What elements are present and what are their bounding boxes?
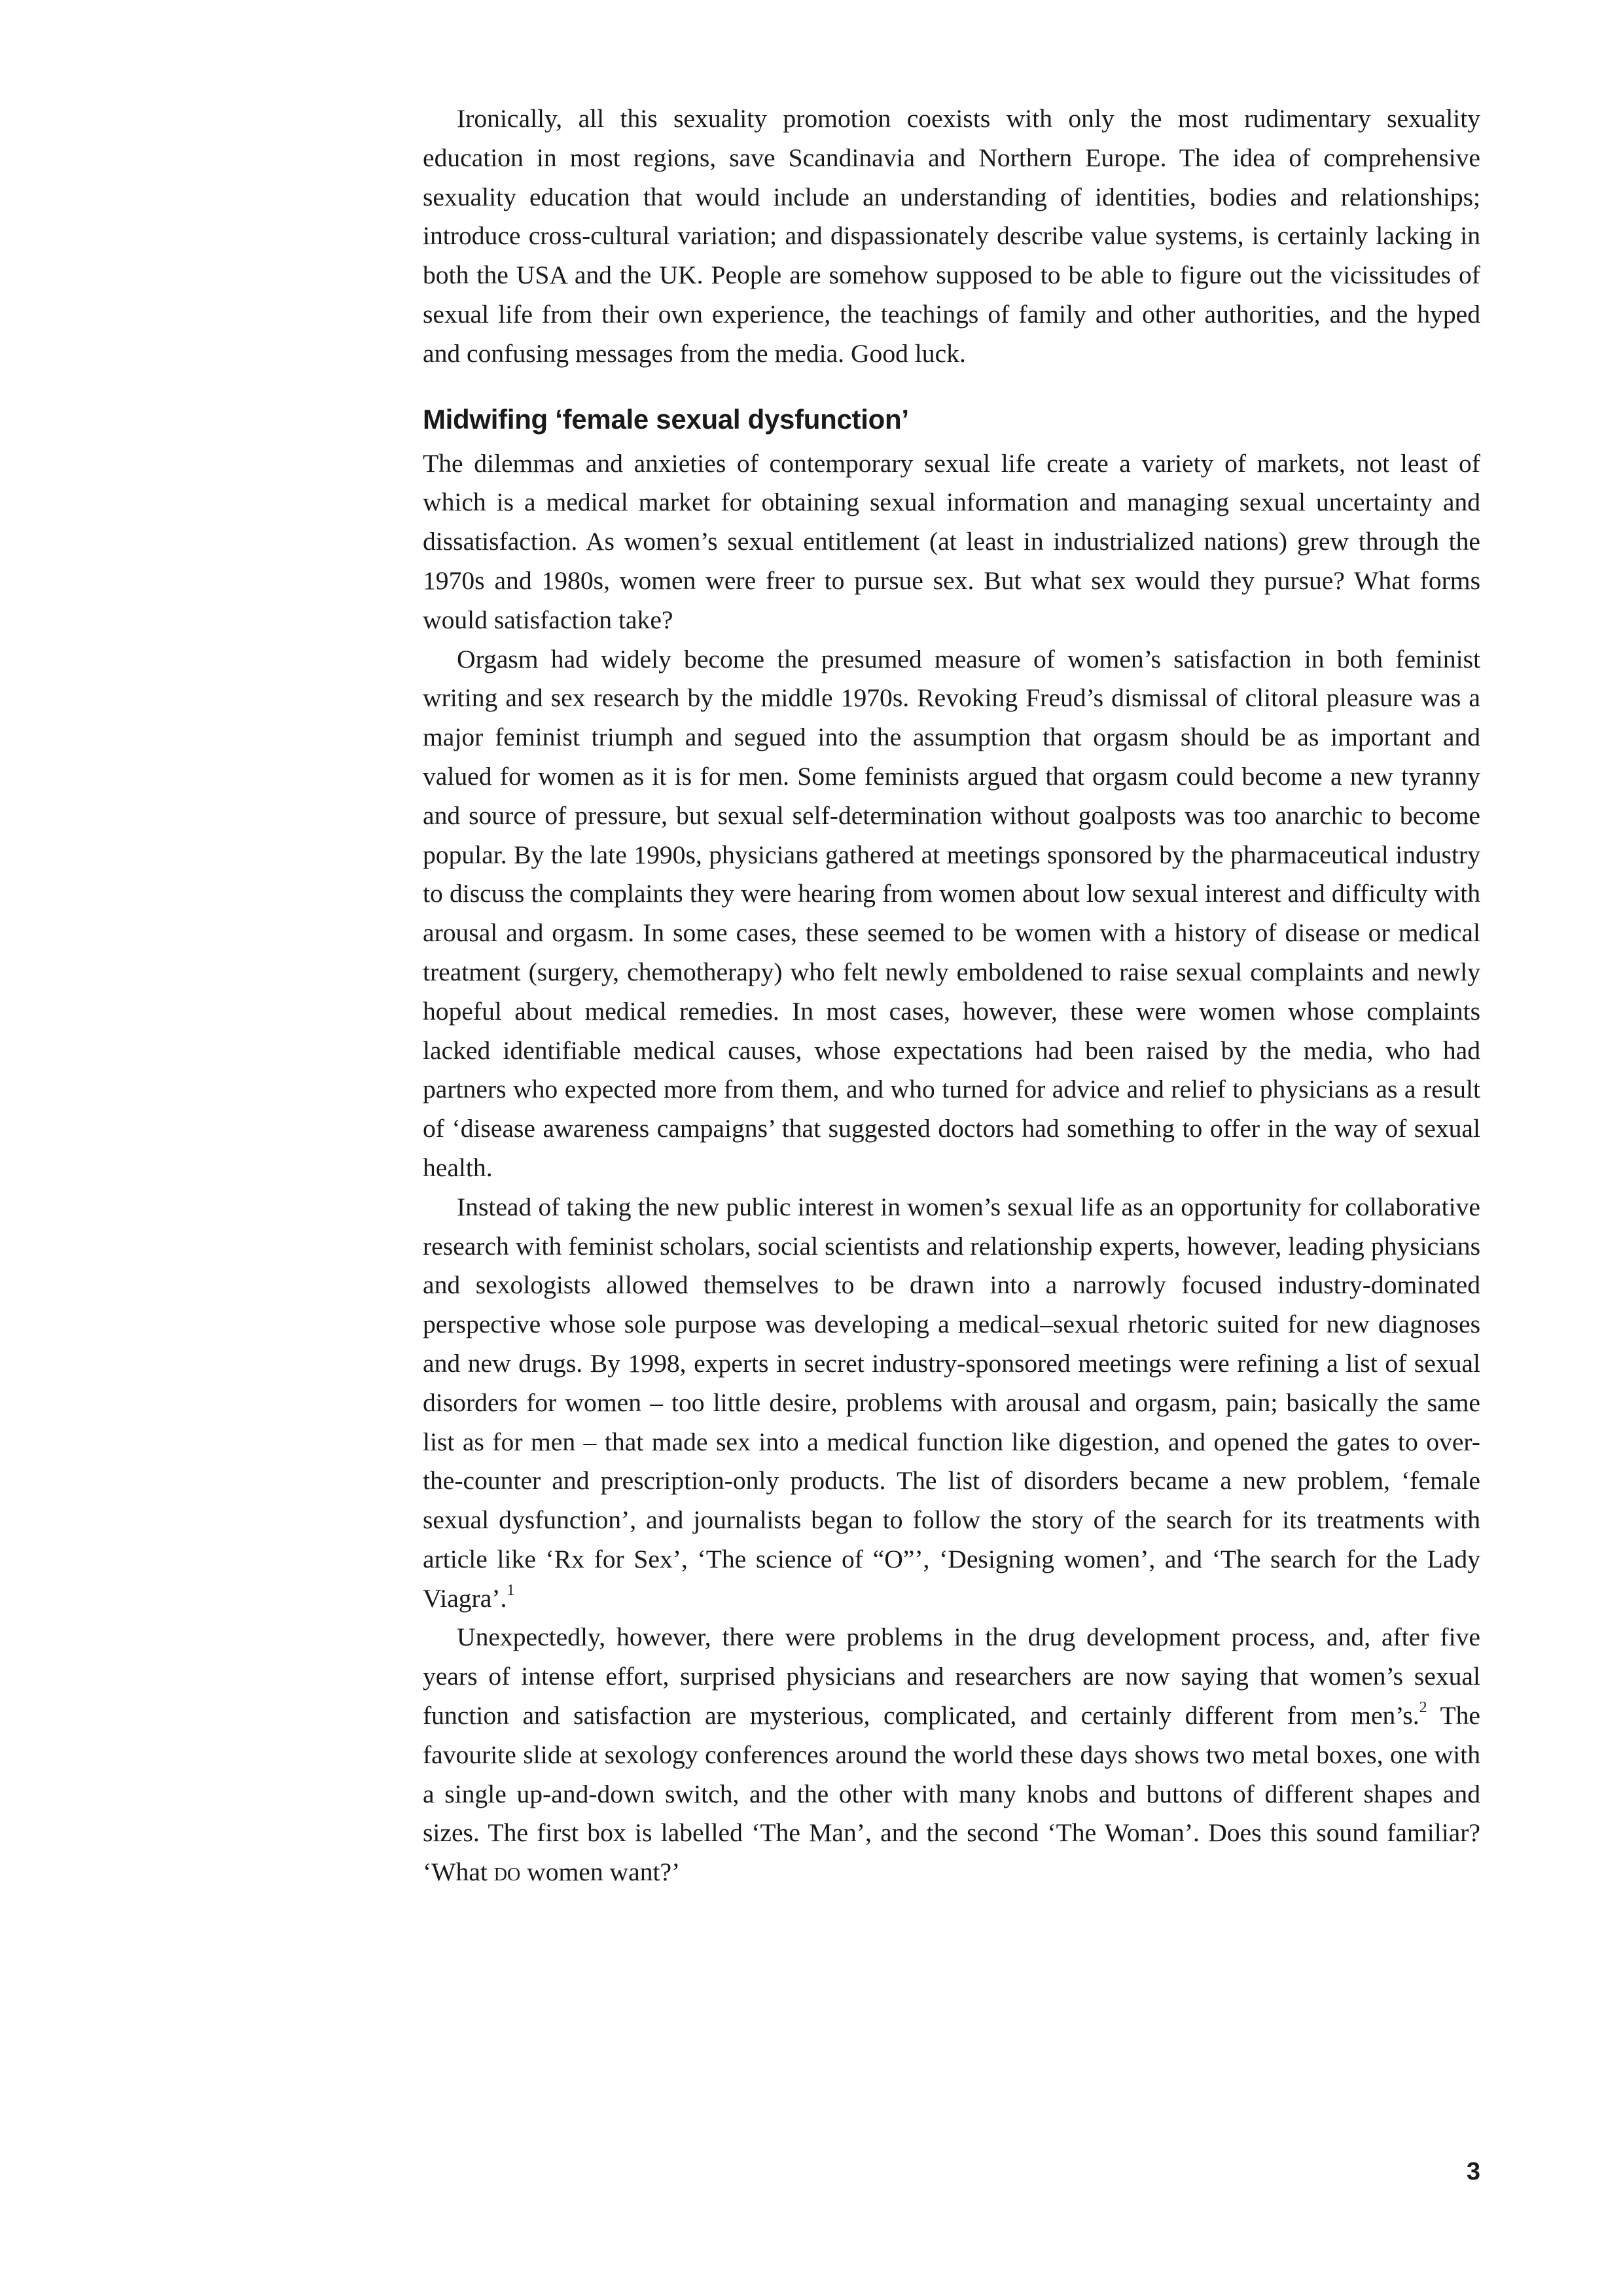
section-paragraph-4-emphasis: do (493, 1857, 521, 1887)
footnote-ref-2: 2 (1419, 1699, 1427, 1717)
section-paragraph-4 (423, 1618, 1480, 1892)
section-paragraph-1: The dilemmas and anxieties of contemporary sexual life create a variety of markets, not least of which is a medical market for obtaining sexual information and managing sexual uncertainty and dissatisfaction. As women’s sexual entitlement (at least in industrialized nations) grew through the 1970s and 1980s, women were freer to pursue sex. But what sex would they pursue? What forms would satisfaction take? (423, 448, 1480, 634)
section-paragraph-4-text-c: women want?’ (520, 1857, 681, 1887)
page-body (423, 99, 1480, 1892)
section-heading: Midwifing ‘female sexual dysfunction’ (423, 403, 909, 435)
footnote-ref-1: 1 (507, 1581, 515, 1599)
page-number: 3 (1466, 2158, 1480, 2185)
section-paragraph-3 (423, 1188, 1480, 1619)
section-paragraph-4-text-b: The favourite slide at sexology conferences around the world these days shows two metal boxes, one with a single up-and-down switch, and the other with many knobs and buttons of different shapes and sizes. The first box is labelled ‘The Man’, and the second ‘The Woman’. Does this sound familiar? ‘What (423, 1701, 1480, 1887)
section-paragraph-3-text: Instead of taking the new public interest in women’s sexual life as an opportunity for collaborative research with feminist scholars, social scientists and relationship experts, however, leading physicians and sexologists allowed themselves to be drawn into a narrowly focused industry-dominated perspective whose sole purpose was developing a medical–sexual rhetoric suited for new diagnoses and new drugs. By 1998, experts in secret industry-sponsored meetings were refining a list of sexual disorders for women – too little desire, problems with arousal and orgasm, pain; basically the same list as for men – that made sex into a medical function like digestion, and opened the gates to over-the-counter and prescription-only products. The list of disorders became a new problem, ‘female sexual dysfunction’, and journalists began to follow the story of the search for its treatments with article like ‘Rx for Sex’, ‘The science of “O”’, ‘Designing women’, and ‘The search for the Lady Viagra’. (423, 1192, 1480, 1613)
section-paragraph-2: Orgasm had widely become the presumed measure of women’s satisfaction in both feminist writing and sex research by the middle 1970s. Revoking Freud’s dismissal of clitoral pleasure was a major feminist triumph and segued into the assumption that orgasm should be as important and valued for women as it is for men. Some feminists argued that orgasm could become a new tyranny and source of pressure, but sexual self-determination without goalposts was too anarchic to become popular. By the late 1990s, physicians gathered at meetings sponsored by the pharmaceutical industry to discuss the complaints they were hearing from women about low sexual interest and difficulty with arousal and orgasm. In some cases, these seemed to be women with a history of disease or medical treatment (surgery, chemotherapy) who felt newly emboldened to raise sexual complaints and newly hopeful about medical remedies. In most cases, however, these were women whose complaints lacked identifiable medical causes, whose expectations had been raised by the media, who had partners who expected more from them, and who turned for advice and relief to physicians as a result of ‘disease awareness campaigns’ that suggested doctors had something to offer in the way of sexual health. (423, 644, 1480, 1182)
section-paragraph-4-text-a: Unexpectedly, however, there were problems in the drug development process, and, after five years of intense effort, surprised physicians and researchers are now saying that women’s sexual function and satisfaction are mysterious, complicated, and certainly different from men’s. (423, 1623, 1480, 1731)
intro-paragraph: Ironically, all this sexuality promotion coexists with only the most rudimentary sexuality education in most regions, save Scandinavia and Northern Europe. The idea of comprehensive sexuality education that would include an understanding of identities, bodies and relationships; introduce cross-cultural variation; and dispassionately describe value systems, is certainly lacking in both the USA and the UK. People are somehow supposed to be able to figure out the vicissitudes of sexual life from their own experience, the teachings of family and other authorities, and the hyped and confusing messages from the media. Good luck. (423, 104, 1480, 368)
